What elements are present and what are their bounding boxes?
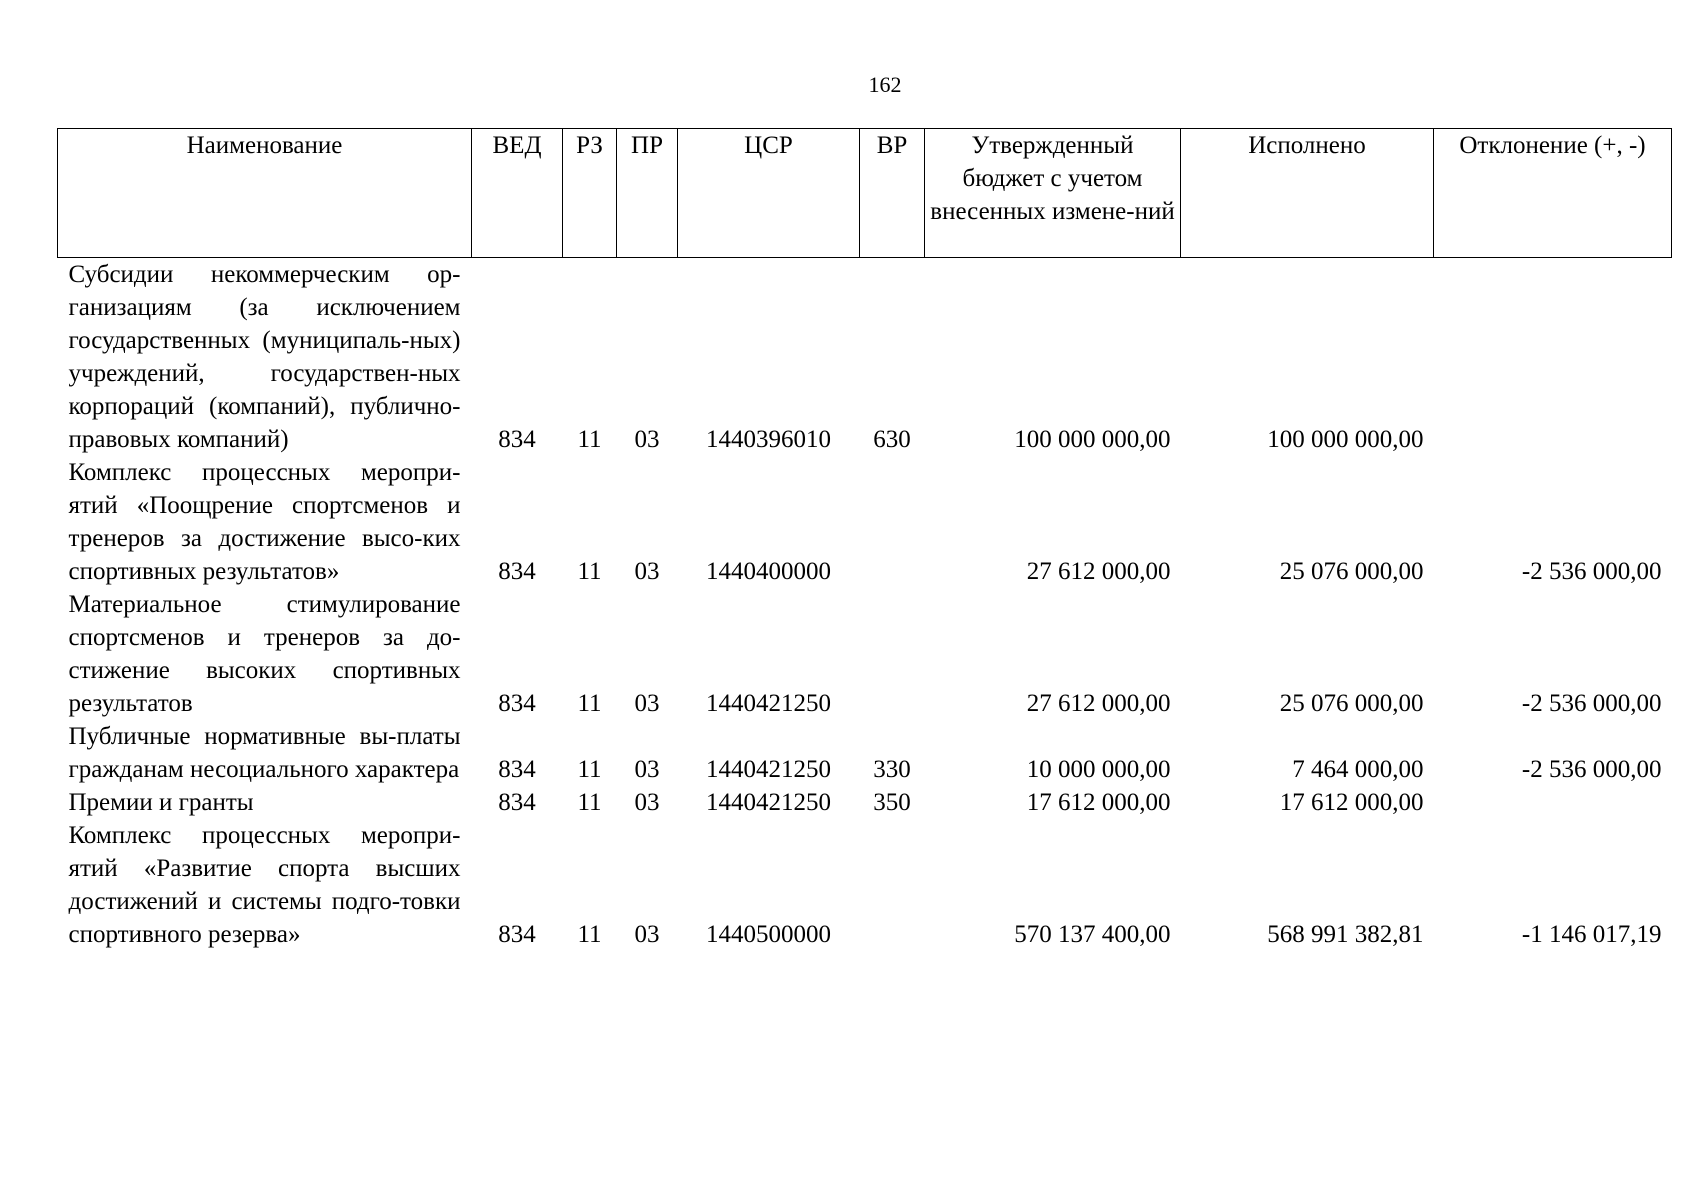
- row-deviation: -2 536 000,00: [1521, 558, 1662, 585]
- row-rz: 11: [577, 921, 602, 948]
- header-rz: РЗ: [563, 129, 617, 258]
- header-csr: ЦСР: [678, 129, 860, 258]
- row-rz: 11: [577, 690, 602, 717]
- row-deviation: [1434, 786, 1672, 819]
- row-name: Публичные нормативные вы-платы гражданам несоциального характера: [68, 723, 461, 783]
- row-pr: 03: [634, 426, 660, 453]
- row-csr: 1440500000: [706, 921, 831, 948]
- row-name: Материальное стимулирование спортсменов и тренеров за до-стижение высоких спортивных результатов: [68, 591, 461, 717]
- header-pr: ПР: [617, 129, 678, 258]
- row-rz: 11: [577, 789, 602, 816]
- row-deviation: [1434, 258, 1672, 457]
- row-pr: 03: [634, 756, 660, 783]
- row-ved: 834: [498, 756, 536, 783]
- row-name: Премии и гранты: [68, 789, 254, 816]
- row-ved: 834: [498, 426, 536, 453]
- header-name: Наименование: [58, 129, 472, 258]
- header-ved: ВЕД: [472, 129, 563, 258]
- row-deviation: -1 146 017,19: [1521, 921, 1662, 948]
- row-vr: [860, 588, 925, 720]
- table-header: [58, 129, 1672, 258]
- table-row: [58, 720, 1672, 786]
- row-csr: 1440421250: [706, 756, 831, 783]
- row-executed: 17 612 000,00: [1279, 789, 1424, 816]
- row-executed: 25 076 000,00: [1279, 690, 1424, 717]
- row-csr: 1440421250: [706, 690, 831, 717]
- header-deviation: Отклонение (+, -): [1434, 129, 1672, 258]
- header-vr: ВР: [860, 129, 925, 258]
- row-pr: 03: [634, 558, 660, 585]
- row-rz: 11: [577, 426, 602, 453]
- table-row: [58, 588, 1672, 720]
- row-vr: 330: [873, 756, 911, 783]
- table-body: [58, 258, 1672, 952]
- row-vr: [860, 456, 925, 588]
- row-name: Субсидии некоммерческим ор-ганизациям (за исключением государственных (муниципаль-ных) учреждений, государствен-ных корпораций (компаний), публично-правовых компаний): [68, 261, 461, 453]
- budget-table: [57, 128, 1672, 951]
- row-vr: 630: [873, 426, 911, 453]
- row-approved: 10 000 000,00: [1026, 756, 1171, 783]
- row-csr: 1440400000: [706, 558, 831, 585]
- header-approved: Утвержденный бюджет с учетом внесенных измене-ний: [925, 129, 1181, 258]
- row-deviation: -2 536 000,00: [1521, 756, 1662, 783]
- row-csr: 1440421250: [706, 789, 831, 816]
- row-ved: 834: [498, 690, 536, 717]
- row-pr: 03: [634, 921, 660, 948]
- row-vr: 350: [873, 789, 911, 816]
- row-approved: 27 612 000,00: [1026, 558, 1171, 585]
- row-name: Комплекс процессных меропри-ятий «Развитие спорта высших достижений и системы подго-товки спортивного резерва»: [68, 822, 461, 948]
- row-name: Комплекс процессных меропри-ятий «Поощрение спортсменов и тренеров за достижение высо-ких спортивных результатов»: [68, 459, 461, 585]
- row-ved: 834: [498, 558, 536, 585]
- table-row: [58, 786, 1672, 819]
- table-row: [58, 258, 1672, 457]
- table-row: [58, 456, 1672, 588]
- row-vr: [860, 819, 925, 951]
- row-executed: 568 991 382,81: [1267, 921, 1424, 948]
- row-csr: 1440396010: [706, 426, 831, 453]
- row-ved: 834: [498, 789, 536, 816]
- row-pr: 03: [634, 690, 660, 717]
- header-executed: Исполнено: [1181, 129, 1434, 258]
- row-ved: 834: [498, 921, 536, 948]
- row-rz: 11: [577, 756, 602, 783]
- row-executed: 100 000 000,00: [1267, 426, 1424, 453]
- table-row: [58, 819, 1672, 951]
- row-deviation: -2 536 000,00: [1521, 690, 1662, 717]
- row-approved: 27 612 000,00: [1026, 690, 1171, 717]
- row-approved: 17 612 000,00: [1026, 789, 1171, 816]
- page-number: 162: [868, 72, 902, 97]
- row-approved: 570 137 400,00: [1014, 921, 1171, 948]
- row-executed: 7 464 000,00: [1292, 756, 1424, 783]
- row-rz: 11: [577, 558, 602, 585]
- row-approved: 100 000 000,00: [1014, 426, 1171, 453]
- row-pr: 03: [634, 789, 660, 816]
- row-executed: 25 076 000,00: [1279, 558, 1424, 585]
